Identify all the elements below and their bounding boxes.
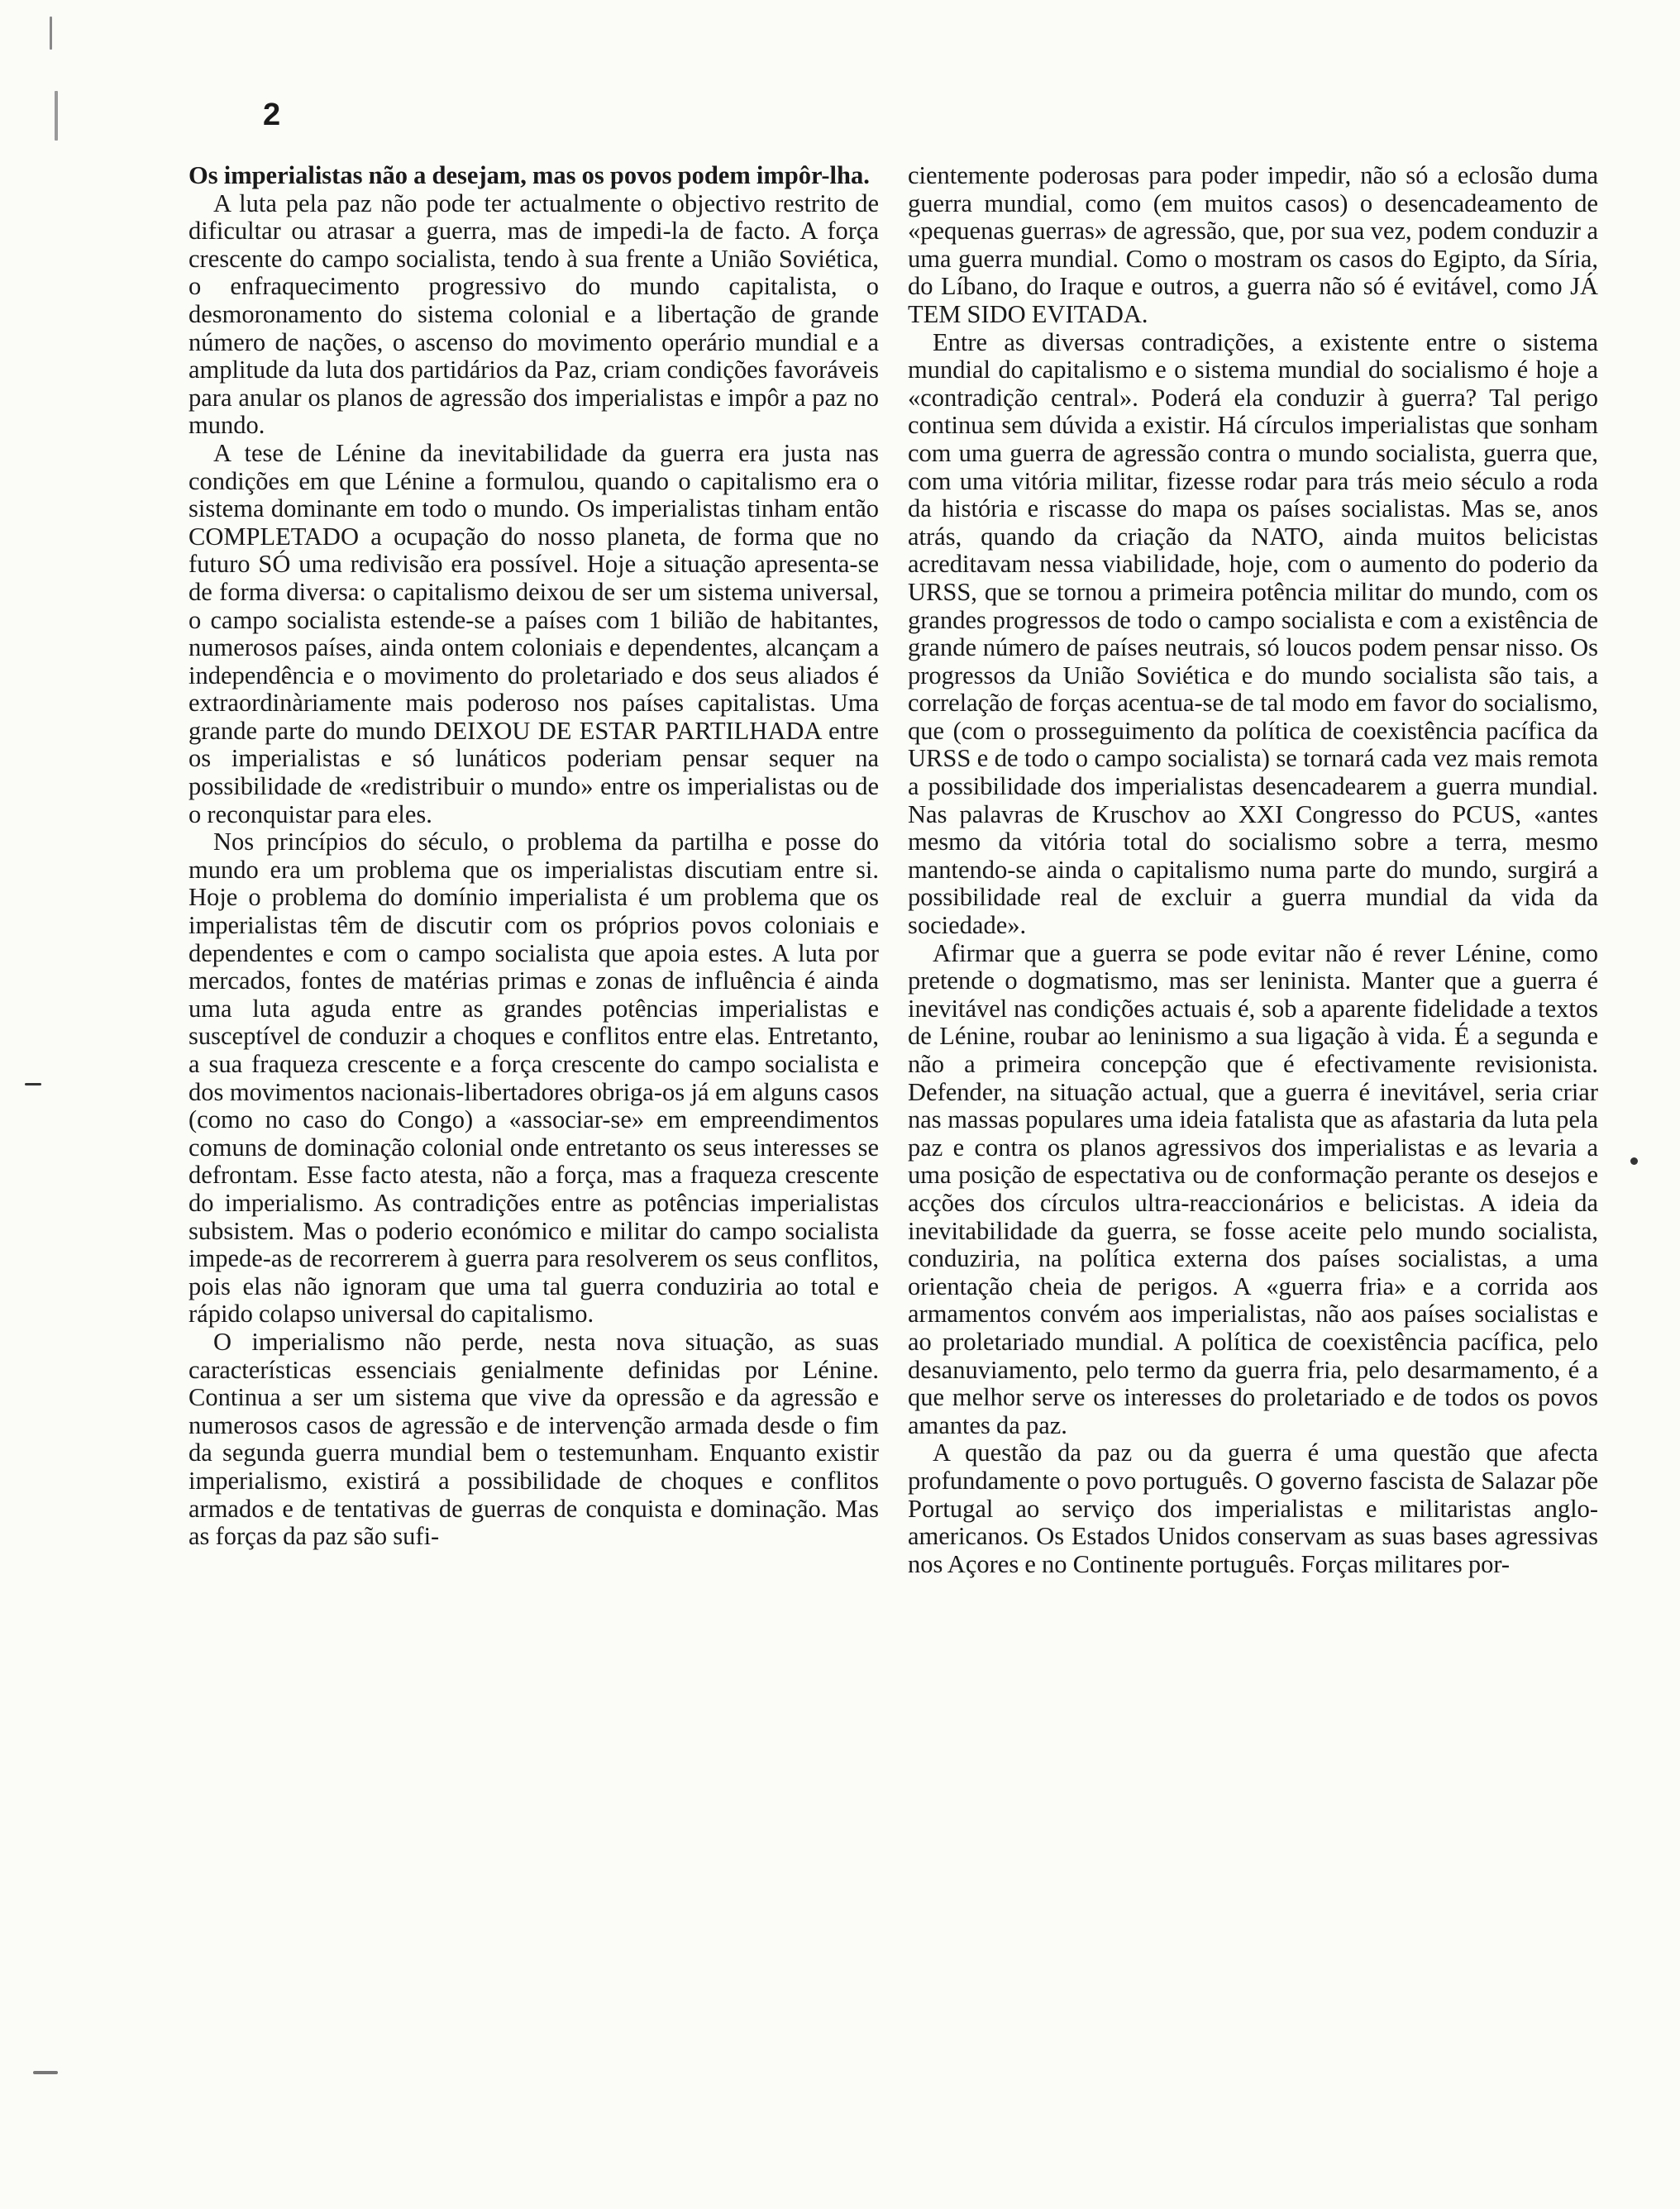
left-paragraph-lead [189, 162, 879, 190]
right-paragraph: Afirmar que a guerra se pode evitar não é rever Lénine, como pretende o dogmatismo, mas ser leninista. Manter que a guerra é inevitável nas condições actuais é, sob a aparente fidelidade a textos de Lénine, roubar ao leninismo a sua ligação à vida. É a segunda e não a primeira concepção que é efectivamente revisionista. Defender, na situação actual, que a guerra é inevitável, seria criar nas massas populares uma ideia fatalista que as afastaria da luta pela paz e contra os planos agressivos dos imperialistas e as levaria a uma posição de espectativa ou de conformação perante os desejos e acções dos círculos ultra-reaccionários e belicistas. A ideia da inevitabilidade da guerra, se fosse aceite pelo mundo socialista, conduziria, na política externa dos países socialistas, a uma orientação cheia de perigos. A «guerra fria» e a corrida aos armamentos convém aos imperialistas, não aos países socialistas e ao proletariado mundial. A política de coexistência pacífica, pelo desanuviamento, pelo termo da guerra fria, pelo desarmamento, é a que melhor serve os interesses do proletariado e de todos os povos amantes da paz. [908, 938, 1598, 1439]
left-paragraph: O imperialismo não perde, nesta nova situação, as suas características essenciais genialmente definidas por Lénine. Continua a ser um sistema que vive da opressão e da agressão e numerosos casos de agressão e de intervenção armada desde o fim da segunda guerra mundial bem o testemunham. Enquanto existir imperialismo, existirá a possibilidade de choques e conflitos armados e de tentativas de guerras de conquista e dominação. Mas as forças da paz são sufi- [189, 1327, 879, 1551]
left-paragraph: Nos princípios do século, o problema da partilha e posse do mundo era um problema que os imperialistas discutiam entre si. Hoje o problema do domínio imperialista é um problema que os imperialistas têm de discutir com os próprios povos coloniais e dependentes e com o campo socialista que apoia estes. A luta por mercados, fontes de matérias primas e zonas de influência é ainda uma luta aguda entre as grandes potências imperialistas e susceptível de conduzir a choques e conflitos entre elas. Entretanto, a sua fraqueza crescente e a força crescente do campo socialista e dos movimentos nacionais-libertadores obriga-os já em alguns casos (como no caso do Congo) a «associar-se» em empreendimentos comuns de dominação colonial onde entretanto os seus interesses se defrontam. Esse facto atesta, não a força, mas a fraqueza crescente do imperialismo. As contradições entre as potências imperialistas subsistem. Mas o poderio económico e militar do campo socialista impede-as de recorrerem à guerra para resolverem os seus conflitos, pois elas não ignoram que uma tal guerra conduziria ao total e rápido colapso universal do capitalismo. [189, 828, 879, 1329]
right-paragraph: Entre as diversas contradições, a existente entre o sistema mundial do capitalismo e o sistema mundial do socialismo é hoje a «contradição central». Poderá ela conduzir à guerra? Tal perigo continua sem dúvida a existir. Há círculos imperialistas que sonham com uma guerra de agressão contra o mundo socialista, guerra que, com uma vitória militar, fizesse rodar para trás meio século a roda da história e riscasse do mapa os países socialistas. Mas se, anos atrás, quando da criação da NATO, ainda muitos belicistas acreditavam nessa viabilidade, hoje, com o aumento do poderio da URSS, que se tornou a primeira potência militar do mundo, com os grandes progressos de todo o campo socialista e com a existência de grande número de países neutrais, só loucos podem pensar nisso. Os progressos da União Soviética e do mundo socialista são tais, a correlação de forças acentua-se de tal modo em favor do socialismo, que (com o prosseguimento da política de coexistência pacífica da URSS e de todo o campo socialista) se tornará cada vez mais remota a possibilidade dos imperialistas desencadearem a guerra mundial. Nas palavras de Kruschov ao XXI Congresso do PCUS, «antes mesmo da vitória total do socialismo sobre a terra, mesmo mantendo-se ainda o capitalismo numa parte do mundo, surgirá a possibilidade real de excluir a guerra mundial da vida da sociedade». [908, 327, 1598, 940]
scan-speck [55, 91, 58, 141]
left-paragraph: A luta pela paz não pode ter actualmente o objectivo restrito de dificultar ou atrasar a guerra, mas de impedi-la de facto. A força crescente do campo socialista, tendo à sua frente a União Soviética, o enfraquecimento progressivo do mundo capitalista, o desmoronamento do sistema colonial e a libertação de grande número de nações, o ascenso do movimento operário mundial e a amplitude da luta dos partidários da Paz, criam condições favoráveis para anular os planos de agressão dos imperialistas e impôr a paz no mundo. [189, 188, 879, 440]
right-paragraph: cientemente poderosas para poder impedir, não só a eclosão duma guerra mundial, como (em muitos casos) o desencadeamento de «pequenas guerras» de agressão, que, por sua vez, podem conduzir a uma guerra mundial. Como o mostram os casos do Egipto, da Síria, do Líbano, do Iraque e outros, a guerra não só é evitável, como JÁ TEM SIDO EVITADA. [908, 161, 1598, 328]
scan-speck [1630, 1157, 1638, 1165]
page-number: 2 [263, 98, 281, 132]
right-column [908, 162, 1598, 1578]
scan-speck [25, 1083, 41, 1085]
left-column [189, 162, 879, 1551]
left-paragraph: A tese de Lénine da inevitabilidade da guerra era justa nas condições em que Lénine a formulou, quando o capitalismo era o sistema dominante em todo o mundo. Os imperialistas tinham então COMPLETADO a ocupação do nosso planeta, de forma que no futuro SÓ uma redivisão era possível. Hoje a situação apresenta-se de forma diversa: o capitalismo deixou de ser um sistema universal, o campo socialista estende-se a países com 1 bilião de habitantes, numerosos países, ainda ontem coloniais e dependentes, alcançam a independência e o movimento do proletariado e dos seus aliados é extraordinàriamente mais poderoso nos países capitalistas. Uma grande parte do mundo DEIXOU DE ESTAR PARTILHADA entre os imperialistas e só lunáticos poderiam pensar sequer na possibilidade de «redistribuir o mundo» entre os imperialistas ou de o reconquistar para eles. [189, 438, 879, 828]
lead-sentence: Os imperialistas não a desejam, mas os povos podem impôr-lha. [189, 161, 870, 189]
right-paragraph: A questão da paz ou da guerra é uma questão que afecta profundamente o povo português. O governo fascista de Salazar põe Portugal ao serviço dos imperialistas e militaristas anglo-americanos. Os Estados Unidos conservam as suas bases agressivas nos Açores e no Continente português. Forças militares por- [908, 1438, 1598, 1578]
scan-speck [33, 2071, 58, 2074]
scan-speck [50, 17, 52, 50]
